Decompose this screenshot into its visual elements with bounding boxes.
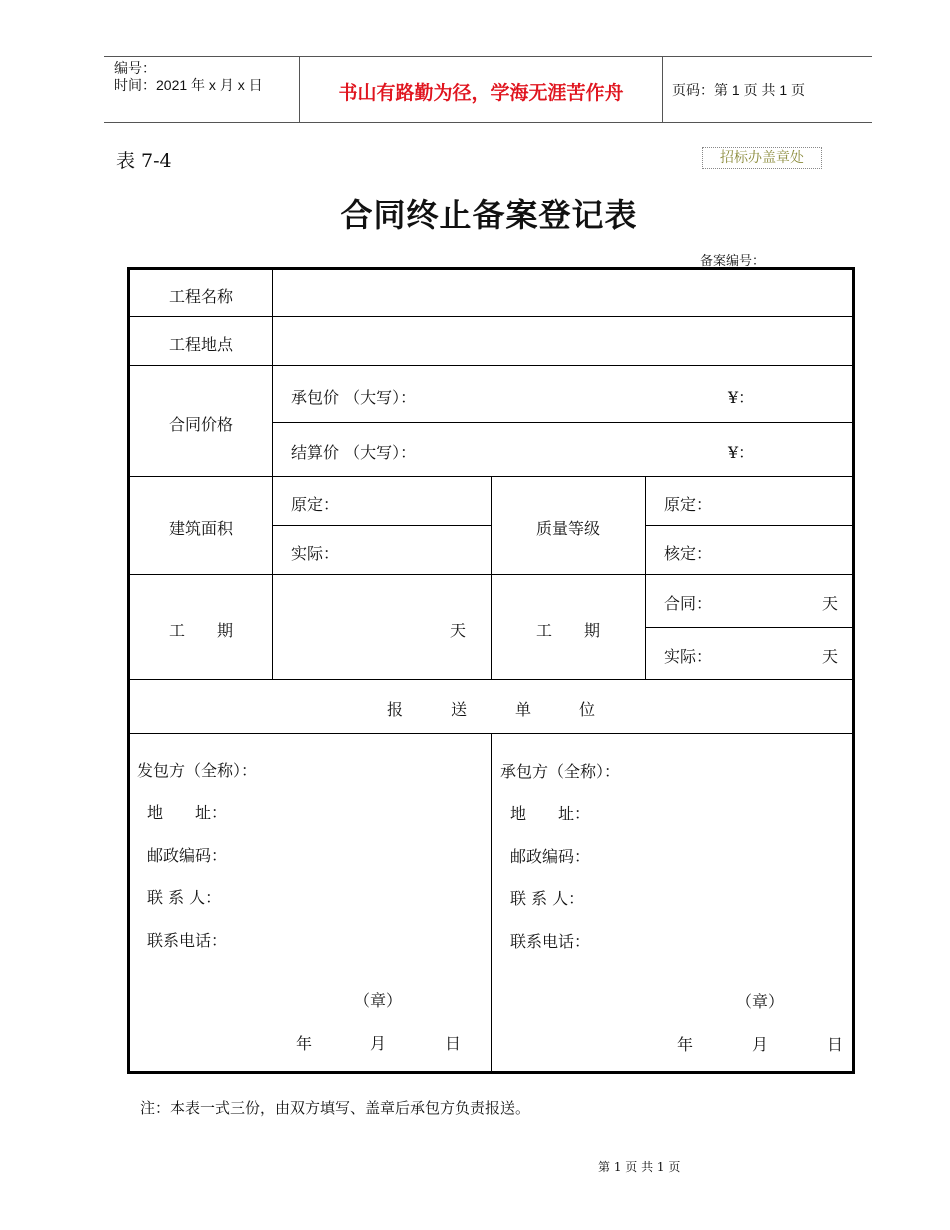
- actual-duration-label: 实际：: [664, 647, 713, 666]
- employer-contact-label: 联 系 人：: [147, 888, 222, 907]
- header-top-rule: [104, 56, 872, 57]
- number-label: 编号：: [114, 60, 156, 76]
- page-title: 合同终止备案登记表: [340, 196, 638, 234]
- duration-day-unit: 天: [450, 621, 467, 640]
- stamp-area: 招标办盖章处: [702, 147, 822, 169]
- contractor-label: 承包方（全称）：: [500, 762, 621, 781]
- contract-amount-label: 承包价 （大写）：: [291, 388, 417, 407]
- contractor-address-label: 地 址：: [510, 804, 591, 823]
- col-rule: [491, 476, 492, 679]
- col-rule: [491, 733, 492, 1071]
- page-info: 页码：第 1 页 共 1 页: [672, 82, 806, 98]
- header-bottom-rule: [104, 122, 872, 123]
- report-units-heading: 报 送 单 位: [386, 700, 595, 719]
- contract-yen-label: ¥：: [728, 388, 755, 407]
- table-number: 表 7-4: [116, 150, 172, 172]
- project-name-label: 工程名称: [168, 287, 233, 306]
- area-actual-label: 实际：: [291, 544, 340, 563]
- employer-address-label: 地 址：: [147, 803, 228, 822]
- row-rule: [130, 316, 852, 317]
- quality-original-label: 原定：: [664, 495, 713, 514]
- actual-duration-unit: 天: [822, 647, 839, 666]
- settlement-yen-label: ¥：: [728, 443, 755, 462]
- employer-label: 发包方（全称）：: [137, 761, 258, 780]
- quality-approved-label: 核定：: [664, 544, 713, 563]
- contractor-contact-label: 联 系 人：: [510, 889, 585, 908]
- row-rule: [645, 525, 852, 526]
- building-area-label: 建筑面积: [168, 519, 233, 538]
- col-rule: [272, 270, 273, 679]
- settlement-amount-label: 结算价 （大写）：: [291, 443, 417, 462]
- contractor-day-label: 日: [827, 1035, 844, 1054]
- contract-duration-label: 合同：: [664, 594, 713, 613]
- project-location-label: 工程地点: [168, 335, 233, 354]
- contractor-year-label: 年: [677, 1035, 694, 1054]
- row-rule: [130, 679, 852, 680]
- row-rule: [273, 422, 852, 423]
- contractor-postcode-label: 邮政编码：: [510, 847, 591, 866]
- time-label: 时间：2021 年 x 月 x 日: [114, 77, 263, 93]
- area-original-label: 原定：: [291, 495, 340, 514]
- employer-month-label: 月: [370, 1034, 387, 1053]
- row-rule: [273, 525, 491, 526]
- quality-grade-label: 质量等级: [535, 519, 600, 538]
- contractor-month-label: 月: [752, 1035, 769, 1054]
- employer-year-label: 年: [296, 1034, 313, 1053]
- duration-label-right: 工 期: [535, 621, 600, 640]
- contract-price-label: 合同价格: [168, 415, 233, 434]
- header-meta: [114, 60, 263, 94]
- contract-duration-unit: 天: [822, 594, 839, 613]
- employer-postcode-label: 邮政编码：: [147, 846, 228, 865]
- row-rule: [645, 627, 852, 628]
- employer-day-label: 日: [445, 1034, 462, 1053]
- page-footer: 第 1 页 共 1 页: [598, 1160, 681, 1174]
- employer-seal-label: （章）: [354, 991, 403, 1010]
- contractor-seal-label: （章）: [736, 992, 785, 1011]
- file-number-label: 备案编号：: [700, 254, 766, 269]
- header-divider: [662, 57, 663, 123]
- contractor-phone-label: 联系电话：: [510, 932, 591, 951]
- motto: 书山有路勤为径，学海无涯苦作舟: [338, 82, 624, 104]
- form-note: 注：本表一式三份，由双方填写、盖章后承包方负责报送。: [140, 1099, 531, 1117]
- employer-phone-label: 联系电话：: [147, 931, 228, 950]
- col-rule: [645, 476, 646, 679]
- row-rule: [130, 365, 852, 366]
- duration-label: 工 期: [168, 621, 233, 640]
